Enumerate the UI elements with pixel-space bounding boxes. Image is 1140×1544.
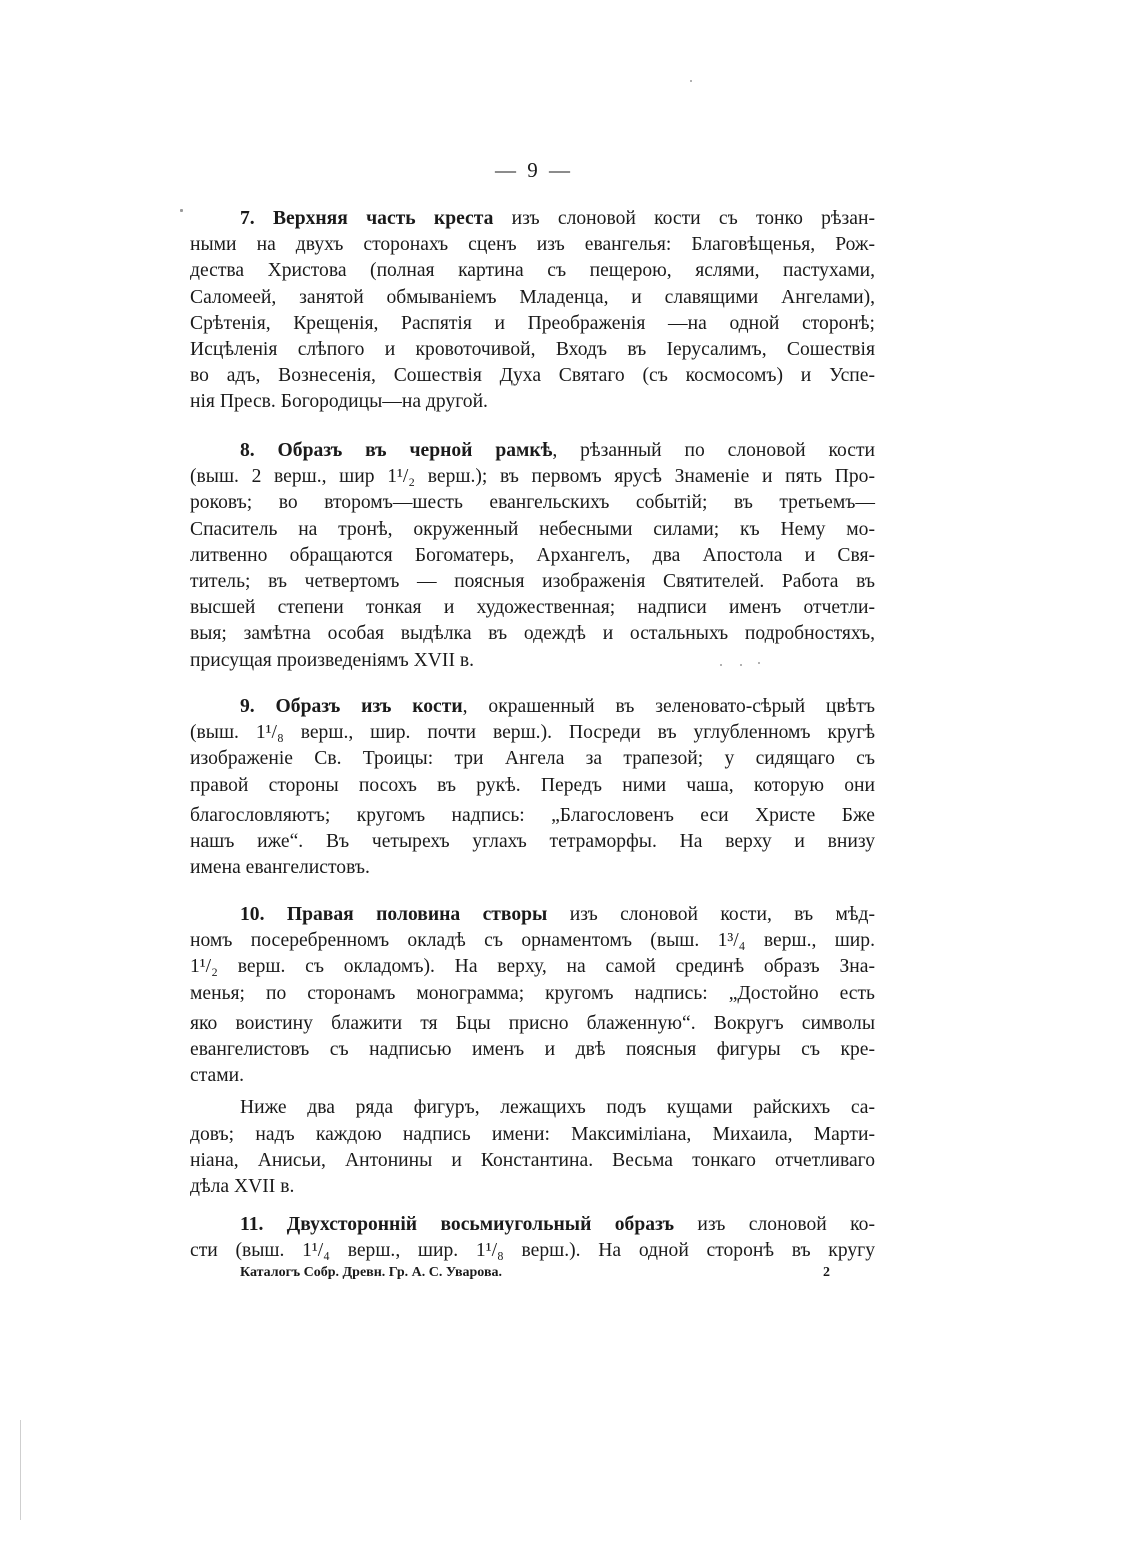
entry-text-line: ными на двухъ сторонахъ сценъ изъ евангелья: Благовѣщенья, Рож-: [190, 234, 875, 256]
entry-text-line: дества Христова (полная картина съ пещерою, яслями, пастухами,: [190, 260, 875, 282]
entry-heading: 8. Образъ въ черной рамкѣ: [240, 440, 553, 461]
entry-text-line: Исцѣленія слѣпого и кровоточивой, Входъ въ Іерусалимъ, Сошествія: [190, 338, 875, 360]
entry-text-line: (выш. 2 верш., шир 1¹/₂ верш.); въ первомъ ярусѣ Знаменіе и пять Про-: [190, 466, 875, 488]
entry-text-line: нашъ иже“. Въ четырехъ углахъ тетраморфы. На верху и внизу: [190, 830, 875, 852]
entry-text-line: яко воистину блажити тя Бцы присно блаженную“. Вокругъ символы: [190, 1012, 875, 1034]
entry-text-line: менья; по сторонамъ монограмма; кругомъ надпись: „Достойно есть: [190, 982, 875, 1004]
entry-heading: 9. Образъ изъ кости: [240, 696, 463, 717]
entry-text-line: высшей степени тонкая и художественная; надписи именъ отчетли-: [190, 597, 875, 619]
entry-text-line: изображеніе Св. Троицы: три Ангела за трапезой; у сидящаго съ: [190, 748, 875, 770]
entry-text-line: изъ слоновой кости, въ мѣд-: [547, 904, 875, 925]
entry-text-line: присущая произведеніямъ XVII в.: [190, 649, 475, 671]
entry-text-line: титель; въ четвертомъ — поясныя изображенія Святителей. Работа въ: [190, 570, 875, 592]
entry-heading: 11. Двухсторонній восьмиугольный образъ: [240, 1214, 675, 1235]
entry-text-line: правой стороны посохъ въ рукѣ. Передъ ними чаша, которую они: [190, 774, 875, 796]
entry-text-line: изъ слоновой ко-: [674, 1214, 875, 1235]
entry-text-line: роковъ; во второмъ—шесть евангельскихъ событій; въ третьемъ—: [190, 492, 875, 514]
catalog-entry-9: [190, 694, 875, 881]
entry-text-line: нія Пресв. Богородицы—на другой.: [190, 391, 488, 413]
entry-text-line: литвенно обращаются Богоматерь, Архангелъ, два Апостола и Свя-: [190, 544, 875, 566]
entry-text-line: ніана, Анисьи, Антонины и Константина. Весьма тонкаго отчетливаго: [190, 1149, 875, 1171]
entry-text-line: , окрашенный въ зеленовато-сѣрый цвѣтъ: [462, 696, 875, 717]
footer-signature-number: 2: [823, 1265, 830, 1280]
catalog-entry-11: [190, 1212, 875, 1264]
entry-text-line: евангелистовъ съ надписью именъ и двѣ поясныя фигуры съ кре-: [190, 1038, 875, 1060]
catalog-entry-10: [190, 902, 875, 1200]
entry-text-line: Саломеей, занятой обмываніемъ Младенца, и славящими Ангелами),: [190, 286, 875, 308]
scan-speck: [690, 80, 692, 82]
entry-text-line: изъ слоновой кости съ тонко рѣзан-: [493, 208, 875, 229]
scan-speck: [758, 662, 760, 664]
footer-catalog-title: Каталогъ Собр. Древн. Гр. А. С. Уварова.: [240, 1265, 503, 1280]
entry-heading: 7. Верхняя часть креста: [240, 208, 494, 229]
entry-text-line: имена евангелистовъ.: [190, 857, 370, 879]
entry-heading: 10. Правая половина створы: [240, 904, 548, 925]
scan-speck: [720, 664, 722, 666]
scan-speck: [180, 209, 183, 212]
catalog-entry-8: [190, 438, 875, 674]
entry-text-line: Ниже два ряда фигуръ, лежащихъ подъ кущами райскихъ са-: [240, 1097, 875, 1119]
scan-edge-line: [20, 1420, 21, 1520]
entry-text-line: Срѣтенія, Крещенія, Распятія и Преображенія —на одной сторонѣ;: [190, 312, 875, 334]
entry-text-line: Спаситель на тронѣ, окруженный небесными силами; къ Нему мо-: [190, 518, 875, 540]
page-number: — 9 —: [495, 158, 573, 182]
entry-text-line: во адъ, Вознесенія, Сошествія Духа Святаго (съ космосомъ) и Успе-: [190, 365, 875, 387]
entry-text-line: дѣла XVII в.: [190, 1175, 295, 1197]
scan-speck: [740, 664, 742, 666]
entry-text-line: выя; замѣтна особая выдѣлка въ одеждѣ и остальныхъ подробностяхъ,: [190, 623, 875, 645]
entry-text-line: 1¹/₂ верш. съ окладомъ). На верху, на самой срединѣ образъ Зна-: [190, 956, 875, 978]
catalog-entry-7: [190, 206, 875, 416]
entry-text-line: стами.: [190, 1065, 244, 1087]
entry-text-line: номъ посеребренномъ окладѣ съ орнаментомъ (выш. 1³/₄ верш., шир.: [190, 930, 875, 952]
entry-text-line: сти (выш. 1¹/₄ верш., шир. 1¹/₈ верш.). На одной сторонѣ въ кругу: [190, 1240, 875, 1262]
entry-text-line: , рѣзанный по слоновой кости: [552, 440, 876, 461]
entry-text-line: благословляютъ; кругомъ надпись: „Благословенъ еси Христе Бже: [190, 804, 875, 826]
page-footer: [240, 1265, 830, 1281]
entry-text-line: (выш. 1¹/₈ верш., шир. почти верш.). Посреди въ углубленномъ кругѣ: [190, 722, 875, 744]
entry-text-line: довъ; надъ каждою надпись имени: Максиміліана, Михаила, Марти-: [190, 1123, 875, 1145]
